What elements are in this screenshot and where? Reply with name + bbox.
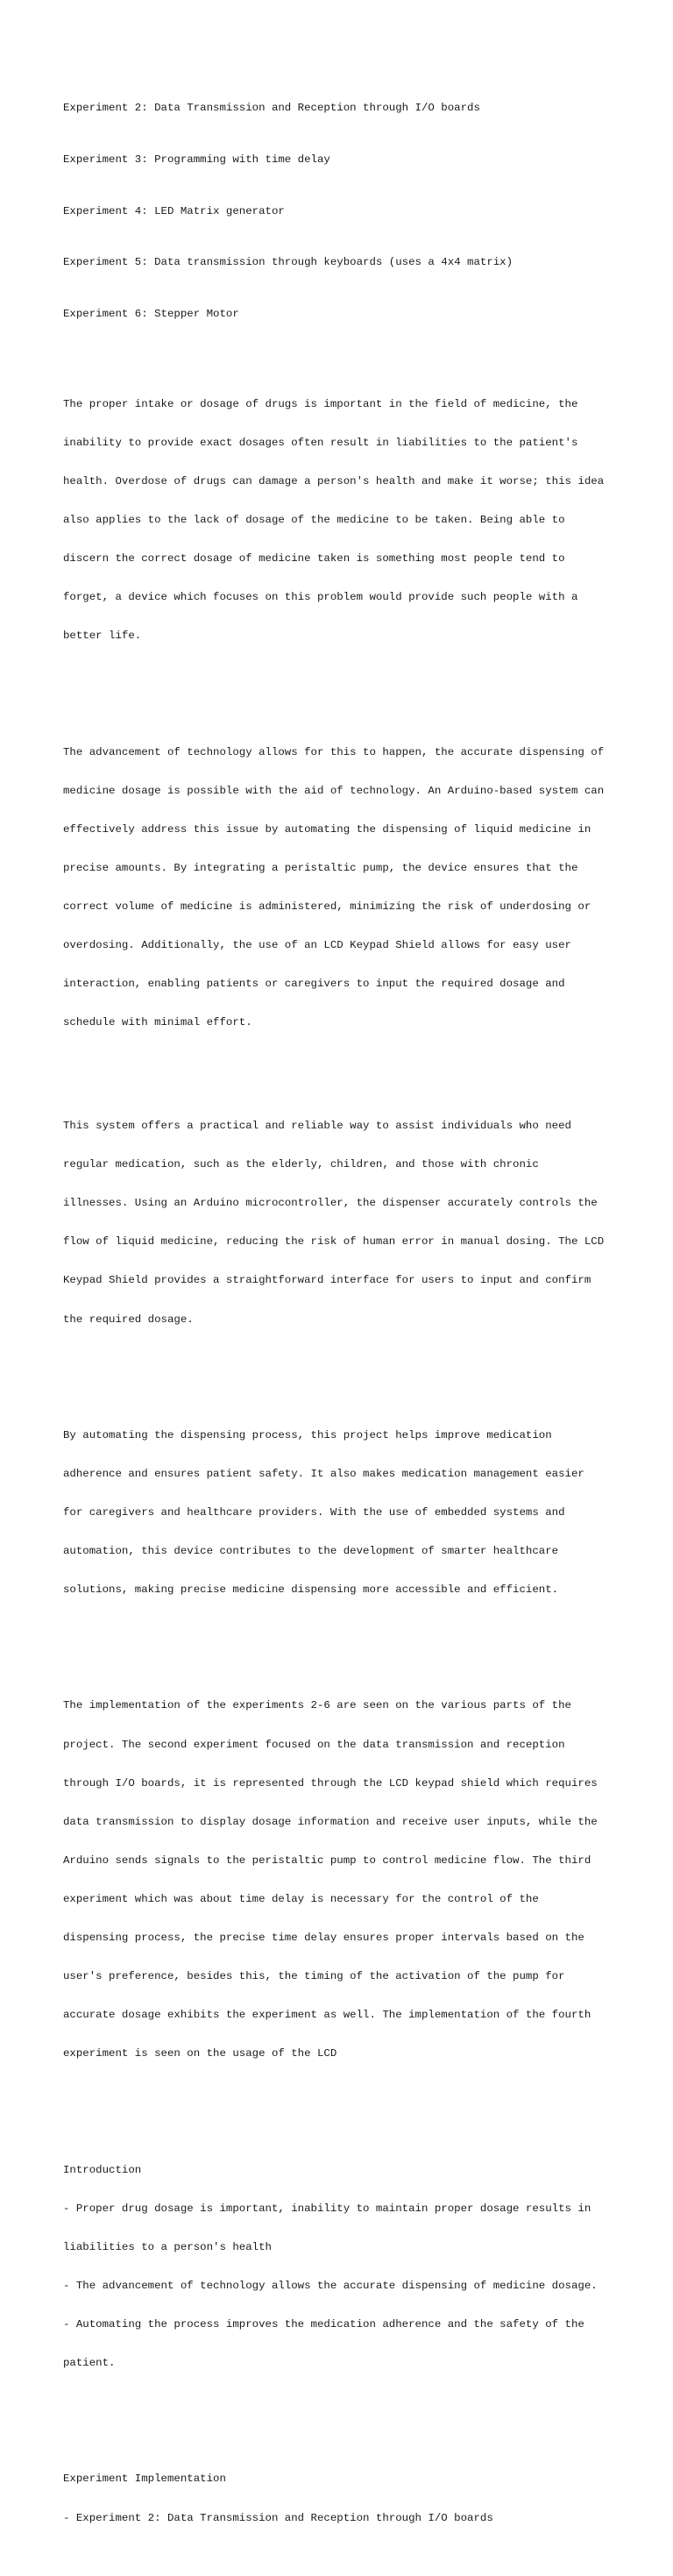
text-line: adherence and ensures patient safety. It also makes medication management easier <box>63 1467 584 1480</box>
bullet-line: - The advancement of technology allows the accurate dispensing of medicine dosage. <box>63 2279 598 2292</box>
text-line: data transmission to display dosage information and receive user inputs, while the <box>63 1815 598 1828</box>
text-line: project. The second experiment focused on the data transmission and reception <box>63 1738 565 1751</box>
experiment-item: Experiment 4: LED Matrix generator <box>63 204 285 217</box>
text-line: solutions, making precise medicine dispensing more accessible and efficient. <box>63 1583 559 1597</box>
bullet-line: patient. <box>63 2357 116 2370</box>
text-line: automation, this device contributes to the development of smarter healthcare <box>63 1545 559 1558</box>
paragraph-implementation <box>63 1674 641 2087</box>
experiment-item: Experiment 2: Data Transmission and Reception through I/O boards <box>63 102 480 115</box>
document-page <box>63 63 641 2576</box>
text-line: flow of liquid medicine, reducing the risk of human error in manual dosing. The LCD <box>63 1235 605 1249</box>
text-line: medicine dosage is possible with the aid of technology. An Arduino-based system can <box>63 784 605 797</box>
text-line: By automating the dispensing process, this project helps improve medication <box>63 1428 552 1441</box>
paragraph-technology <box>63 720 641 1055</box>
text-line: The advancement of technology allows for this to happen, the accurate dispensing of <box>63 745 605 758</box>
text-line: Keypad Shield provides a straightforward interface for users to input and confirm <box>63 1274 592 1287</box>
text-line: inability to provide exact dosages often result in liabilities to the patient's <box>63 436 578 449</box>
text-line: through I/O boards, it is represented through the LCD keypad shield which requires <box>63 1776 598 1790</box>
text-line: forget, a device which focuses on this problem would provide such people with a <box>63 591 578 604</box>
experiment-item: Experiment 5: Data transmission through keyboards (uses a 4x4 matrix) <box>63 256 514 269</box>
text-line: The implementation of the experiments 2-6 are seen on the various parts of the <box>63 1699 571 1712</box>
text-line: interaction, enabling patients or caregivers to input the required dosage and <box>63 978 565 991</box>
text-line: precise amounts. By integrating a peristaltic pump, the device ensures that the <box>63 861 578 874</box>
text-line: experiment is seen on the usage of the LCD <box>63 2047 337 2060</box>
experiment-item: Experiment 6: Stepper Motor <box>63 307 239 320</box>
text-line: schedule with minimal effort. <box>63 1016 252 1029</box>
text-line: the required dosage. <box>63 1313 194 1326</box>
paragraph-drug-dosage <box>63 372 641 668</box>
section-heading: Introduction <box>63 2163 142 2176</box>
text-line: Arduino sends signals to the peristaltic pump to control medicine flow. The third <box>63 1854 592 1867</box>
bullet-line: - Proper drug dosage is important, inability to maintain proper dosage results in <box>63 2202 592 2215</box>
text-line: better life. <box>63 630 142 643</box>
text-line: effectively address this issue by automating the dispensing of liquid medicine in <box>63 822 592 836</box>
experiment-item: Experiment 3: Programming with time delay <box>63 153 330 166</box>
bullet-line: - Automating the process improves the medication adherence and the safety of the <box>63 2318 584 2331</box>
text-line: also applies to the lack of dosage of the medicine to be taken. Being able to <box>63 514 565 527</box>
paragraph-automation <box>63 1403 641 1622</box>
text-line: The proper intake or dosage of drugs is important in the field of medicine, the <box>63 397 578 410</box>
bullet-line: liabilities to a person's health <box>63 2240 272 2253</box>
experiment-implementation-section <box>63 2447 641 2551</box>
text-line: discern the correct dosage of medicine taken is something most people tend to <box>63 552 565 566</box>
text-line: overdosing. Additionally, the use of an LCD Keypad Shield allows for easy user <box>63 939 571 952</box>
text-line: accurate dosage exhibits the experiment as well. The implementation of the fourth <box>63 2009 592 2022</box>
text-line: This system offers a practical and reliable way to assist individuals who need <box>63 1120 571 1132</box>
paragraph-system <box>63 1094 641 1352</box>
text-line: user's preference, besides this, the timing of the activation of the pump for <box>63 1970 565 1983</box>
text-line: for caregivers and healthcare providers. With the use of embedded systems and <box>63 1505 565 1519</box>
introduction-section <box>63 2138 641 2395</box>
bullet-line: - Experiment 2: Data Transmission and Reception through I/O boards <box>63 2511 493 2524</box>
section-heading: Experiment Implementation <box>63 2473 226 2486</box>
text-line: health. Overdose of drugs can damage a person's health and make it worse; this idea <box>63 474 605 487</box>
text-line: illnesses. Using an Arduino microcontroller, the dispenser accurately controls the <box>63 1197 598 1210</box>
text-line: regular medication, such as the elderly, children, and those with chronic <box>63 1158 539 1171</box>
text-line: experiment which was about time delay is necessary for the control of the <box>63 1892 539 1905</box>
text-line: dispensing process, the precise time delay ensures proper intervals based on the <box>63 1932 584 1945</box>
text-line: correct volume of medicine is administered, minimizing the risk of underdosing or <box>63 900 592 914</box>
